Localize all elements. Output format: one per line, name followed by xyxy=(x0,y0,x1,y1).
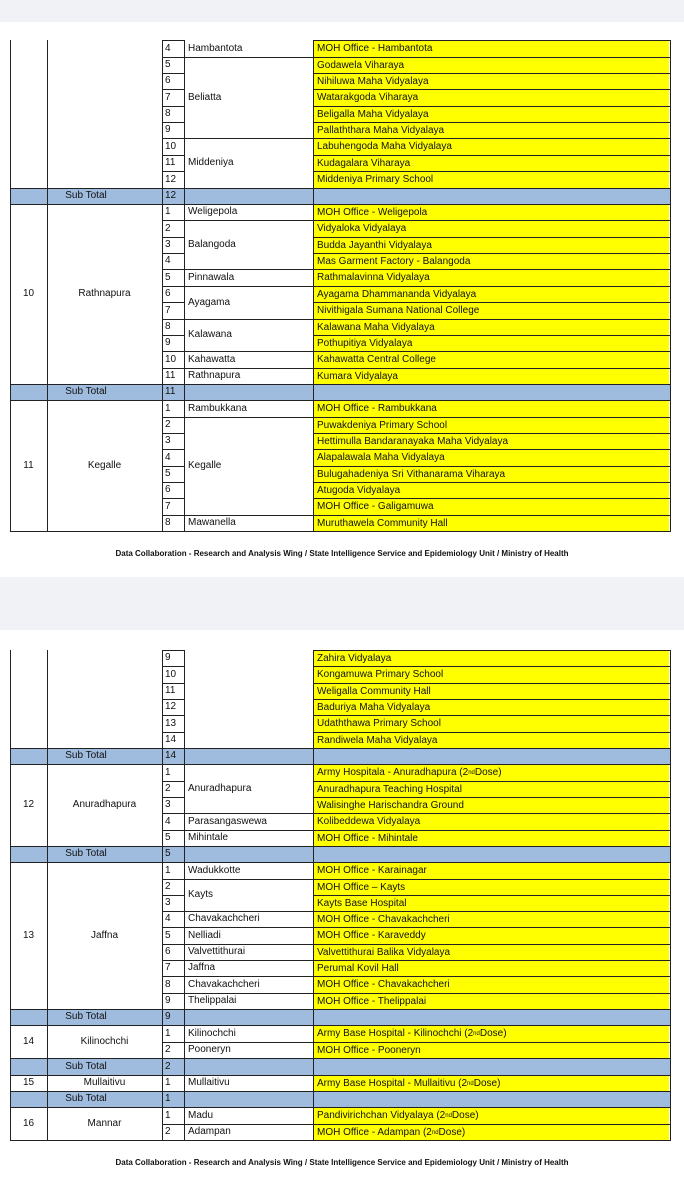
subtotal-divider xyxy=(10,204,670,205)
subtotal-count: 14 xyxy=(165,750,177,761)
vaccination-site: Army Base Hospital - Mullaitivu (2 nd Dose) xyxy=(313,1076,669,1091)
row-divider xyxy=(313,138,670,139)
subtotal-count: 11 xyxy=(165,386,176,397)
moh-area: Weligepola xyxy=(188,206,238,217)
subtotal-label: Sub Total xyxy=(65,750,107,761)
moh-area: Chavakachcheri xyxy=(188,978,260,990)
vaccination-site: Middeniya Primary School xyxy=(313,172,669,188)
row-divider xyxy=(162,319,184,320)
column-divider xyxy=(10,650,11,1141)
row-divider xyxy=(313,732,670,733)
vaccination-site: Kalawana Maha Vidyalaya xyxy=(313,320,669,335)
vaccination-site: Anuradhapura Teaching Hospital xyxy=(313,782,669,797)
district-number: 15 xyxy=(22,1077,35,1088)
row-divider xyxy=(313,927,670,928)
moh-area: Wadukkotte xyxy=(188,864,241,876)
row-index: 8 xyxy=(165,978,171,990)
vaccination-site: MOH Office - Karaveddy xyxy=(313,928,669,944)
moh-area: Nelliadi xyxy=(188,929,221,941)
moh-area: Middeniya xyxy=(188,157,234,168)
row-divider xyxy=(313,220,670,221)
subtotal-label: Sub Total xyxy=(65,386,107,397)
moh-area: Valvettithurai xyxy=(188,946,246,957)
vaccination-site: Pallaththara Maha Vidyalaya xyxy=(313,123,669,138)
row-index: 12 xyxy=(165,173,177,185)
district-name: Kilinochchi xyxy=(80,1035,129,1047)
subtotal-label: Sub Total xyxy=(65,1011,107,1022)
row-index: 1 xyxy=(165,1109,171,1121)
row-index: 11 xyxy=(165,685,176,696)
row-divider xyxy=(313,1124,670,1125)
row-index: 10 xyxy=(165,140,177,152)
row-divider xyxy=(313,781,670,782)
row-index: 5 xyxy=(165,468,171,479)
vaccination-site: Pothupitiya Vidyalaya xyxy=(313,336,669,351)
row-divider xyxy=(162,122,184,123)
vaccination-site: Nihiluwa Maha Vidyalaya xyxy=(313,74,669,89)
subtotal-divider xyxy=(10,1107,670,1108)
vaccination-site: Godawela Viharaya xyxy=(313,58,669,73)
footer-attribution-page-1: Data Collaboration - Research and Analysis Wing / State Intelligence Service and Epidemiology Unit / Ministry of Health xyxy=(115,549,569,558)
district-name: Mullaitivu xyxy=(83,1077,126,1088)
row-index: 7 xyxy=(165,304,171,316)
subtotal-label: Sub Total xyxy=(65,1060,107,1072)
row-index: 10 xyxy=(165,668,177,680)
subtotal-divider xyxy=(10,764,670,765)
row-divider xyxy=(162,960,184,961)
subtotal-label: Sub Total xyxy=(65,848,107,859)
row-divider xyxy=(162,466,184,467)
row-divider xyxy=(313,73,670,74)
district-number: 12 xyxy=(22,799,35,810)
moh-area: Mawanella xyxy=(188,517,236,528)
row-divider xyxy=(313,106,670,107)
row-divider xyxy=(313,683,670,684)
vaccination-site: Kudagalara Viharaya xyxy=(313,156,669,171)
row-index: 12 xyxy=(165,701,177,712)
row-index: 9 xyxy=(165,124,171,135)
moh-area: Rathnapura xyxy=(188,370,241,381)
row-index: 1 xyxy=(165,864,171,876)
column-divider xyxy=(47,650,48,1141)
row-index: 1 xyxy=(165,402,171,414)
column-divider xyxy=(162,650,163,1141)
district-name: Jaffna xyxy=(90,929,119,941)
row-index: 1 xyxy=(165,1077,171,1088)
vaccination-site: MOH Office - Mihintale xyxy=(313,831,669,846)
subtotal-divider xyxy=(10,748,670,749)
footer-attribution-page-2: Data Collaboration - Research and Analysis Wing / State Intelligence Service and Epidemiology Unit / Ministry of Health xyxy=(115,1158,569,1167)
row-divider xyxy=(313,155,670,156)
row-divider xyxy=(313,715,670,716)
row-divider xyxy=(162,895,184,896)
row-index: 3 xyxy=(165,435,171,446)
vaccination-site: Army Hospitala - Anuradhapura (2 nd Dose) xyxy=(313,765,669,781)
row-index: 4 xyxy=(165,255,171,266)
moh-area: Kegalle xyxy=(188,460,222,471)
row-index: 4 xyxy=(165,451,171,463)
row-divider xyxy=(162,911,184,912)
row-divider xyxy=(313,433,670,434)
row-divider xyxy=(313,911,670,912)
row-divider xyxy=(313,830,670,831)
row-index: 9 xyxy=(165,337,171,348)
vaccination-site: Pandivirichchan Vidyalaya (2 nd Dose) xyxy=(313,1108,669,1124)
moh-area: Kilinochchi xyxy=(188,1027,236,1039)
vaccination-site: Ayagama Dhammananda Vidyalaya xyxy=(313,287,669,302)
row-divider xyxy=(162,944,184,945)
row-divider xyxy=(162,220,184,221)
row-divider xyxy=(162,715,184,716)
vaccination-site: MOH Office - Karainagar xyxy=(313,863,669,879)
moh-area: Ayagama xyxy=(188,296,231,308)
column-divider xyxy=(184,650,185,1141)
vaccination-site: Watarakgoda Viharaya xyxy=(313,90,669,106)
row-divider xyxy=(313,960,670,961)
column-divider xyxy=(162,40,163,532)
subtotal-label: Sub Total xyxy=(65,190,107,201)
row-index: 3 xyxy=(165,799,171,810)
row-index: 5 xyxy=(165,832,171,843)
row-divider xyxy=(162,813,184,814)
row-divider xyxy=(313,171,670,172)
row-divider xyxy=(313,699,670,700)
row-index: 11 xyxy=(165,157,176,168)
row-divider xyxy=(313,944,670,945)
vaccination-site: MOH Office - Galigamuwa xyxy=(313,499,669,515)
row-divider xyxy=(313,335,670,336)
row-index: 7 xyxy=(165,962,171,973)
column-divider xyxy=(184,40,185,532)
row-divider xyxy=(162,73,184,74)
row-divider xyxy=(313,993,670,994)
vaccination-site: Kongamuwa Primary School xyxy=(313,667,669,683)
row-index: 11 xyxy=(165,370,176,381)
row-index: 1 xyxy=(165,766,171,778)
row-divider xyxy=(162,781,184,782)
row-divider xyxy=(313,666,670,667)
row-index: 13 xyxy=(165,717,177,729)
row-divider xyxy=(313,286,670,287)
row-divider xyxy=(162,335,184,336)
subtotal-count: 9 xyxy=(165,1011,171,1022)
vaccination-site: MOH Office - Pooneryn xyxy=(313,1043,669,1058)
moh-area: Anuradhapura xyxy=(188,782,252,794)
row-index: 9 xyxy=(165,995,171,1006)
vaccination-site: Baduriya Maha Vidyalaya xyxy=(313,700,669,715)
row-divider xyxy=(313,319,670,320)
row-divider xyxy=(162,993,184,994)
row-index: 6 xyxy=(165,484,171,495)
row-index: 6 xyxy=(165,75,171,86)
row-index: 7 xyxy=(165,91,171,103)
row-divider xyxy=(162,138,184,139)
row-index: 2 xyxy=(165,222,171,234)
row-divider xyxy=(162,351,184,352)
district-name: Kegalle xyxy=(87,459,122,471)
row-divider xyxy=(162,89,184,90)
moh-area: Kayts xyxy=(188,889,214,900)
row-divider xyxy=(162,666,184,667)
vaccination-site: Atugoda Vidyalaya xyxy=(313,483,669,498)
subtotal-divider xyxy=(10,1058,670,1059)
vaccination-site: Army Base Hospital - Kilinochchi (2 nd Dose) xyxy=(313,1026,669,1042)
row-divider xyxy=(162,732,184,733)
row-divider xyxy=(313,797,670,798)
vaccination-site: Beligalla Maha Vidyalaya xyxy=(313,107,669,122)
vaccination-site: Budda Jayanthi Vidyalaya xyxy=(313,238,669,253)
row-divider xyxy=(162,498,184,499)
subtotal-count: 12 xyxy=(165,190,177,201)
subtotal-count: 2 xyxy=(165,1060,171,1072)
subtotal-label: Sub Total xyxy=(65,1093,107,1104)
row-divider xyxy=(313,895,670,896)
row-index: 4 xyxy=(165,42,171,54)
row-index: 14 xyxy=(165,734,177,745)
subtotal-count: 1 xyxy=(165,1093,171,1104)
row-divider xyxy=(162,482,184,483)
row-index: 9 xyxy=(165,652,171,663)
column-divider xyxy=(47,40,48,532)
moh-area: Rambukkana xyxy=(188,402,247,414)
subtotal-divider xyxy=(10,1009,670,1010)
row-divider xyxy=(313,498,670,499)
row-divider xyxy=(162,417,184,418)
district-number: 16 xyxy=(22,1117,35,1129)
district-name: Mannar xyxy=(87,1117,122,1129)
row-divider xyxy=(162,650,184,651)
row-divider xyxy=(313,813,670,814)
row-divider xyxy=(313,89,670,90)
row-index: 5 xyxy=(165,271,171,283)
moh-area: Madu xyxy=(188,1109,214,1121)
table-bottom-border xyxy=(10,531,670,532)
row-divider xyxy=(162,368,184,369)
moh-area: Chavakachcheri xyxy=(188,913,260,924)
row-index: 8 xyxy=(165,108,171,119)
vaccination-site: Bulugahadeniya Sri Vithanarama Viharaya xyxy=(313,467,669,482)
row-divider xyxy=(313,515,670,516)
moh-area: Thelippalai xyxy=(188,995,237,1006)
moh-area: Beliatta xyxy=(188,91,222,103)
row-divider xyxy=(313,650,670,651)
vaccination-site: MOH Office – Kayts xyxy=(313,880,669,895)
column-divider xyxy=(313,650,314,1141)
row-divider xyxy=(162,253,184,254)
row-divider xyxy=(162,171,184,172)
row-index: 3 xyxy=(165,239,171,250)
row-divider xyxy=(313,302,670,303)
row-divider xyxy=(313,976,670,977)
row-divider xyxy=(162,269,184,270)
row-index: 6 xyxy=(165,946,171,957)
district-number: 13 xyxy=(22,929,35,941)
vaccination-site: Hettimulla Bandaranayaka Maha Vidyalaya xyxy=(313,434,669,449)
row-index: 8 xyxy=(165,321,171,332)
moh-area: Mihintale xyxy=(188,832,229,843)
row-divider xyxy=(313,351,670,352)
row-divider xyxy=(162,879,184,880)
row-divider xyxy=(313,449,670,450)
row-index: 2 xyxy=(165,1126,171,1137)
row-index: 7 xyxy=(165,500,171,512)
vaccination-site: Nivithigala Sumana National College xyxy=(313,303,669,319)
district-number: 11 xyxy=(23,459,34,471)
subtotal-divider xyxy=(10,862,670,863)
vaccination-site: MOH Office - Thelippalai xyxy=(313,994,669,1009)
column-divider xyxy=(670,40,671,532)
subtotal-divider xyxy=(10,400,670,401)
row-divider xyxy=(162,699,184,700)
vaccination-site: Zahira Vidyalaya xyxy=(313,651,669,666)
row-divider xyxy=(162,449,184,450)
row-divider xyxy=(313,269,670,270)
row-divider xyxy=(313,253,670,254)
vaccination-site: Perumal Kovil Hall xyxy=(313,961,669,976)
vaccination-site: Puwakdeniya Primary School xyxy=(313,418,669,433)
moh-area: Parasangaswewa xyxy=(188,815,267,827)
row-divider xyxy=(313,482,670,483)
vaccination-site: Udaththawa Primary School xyxy=(313,716,669,732)
row-divider xyxy=(162,830,184,831)
vaccination-site: Mas Garment Factory - Balangoda xyxy=(313,254,669,269)
subtotal-divider xyxy=(10,846,670,847)
row-divider xyxy=(162,797,184,798)
row-divider xyxy=(313,40,670,41)
row-divider xyxy=(162,515,184,516)
row-divider xyxy=(313,1042,670,1043)
vaccination-site: Valvettithurai Balika Vidyalaya xyxy=(313,945,669,960)
moh-area: Kalawana xyxy=(188,329,232,340)
row-divider xyxy=(162,237,184,238)
row-divider xyxy=(313,237,670,238)
row-divider xyxy=(162,927,184,928)
row-index: 3 xyxy=(165,897,171,908)
row-divider xyxy=(313,122,670,123)
vaccination-site: Vidyaloka Vidyalaya xyxy=(313,221,669,237)
subtotal-divider xyxy=(10,1091,670,1092)
row-index: 8 xyxy=(165,517,171,528)
column-divider xyxy=(670,650,671,1141)
row-index: 4 xyxy=(165,913,171,924)
vaccination-site: Muruthawela Community Hall xyxy=(313,516,669,531)
row-divider xyxy=(162,106,184,107)
row-index: 5 xyxy=(165,59,171,70)
district-name: Rathnapura xyxy=(78,288,131,299)
vaccination-site: Kolibeddewa Vidyalaya xyxy=(313,814,669,830)
table-bottom-border xyxy=(10,1140,670,1141)
vaccination-site: Randiwela Maha Vidyalaya xyxy=(313,733,669,748)
row-index: 4 xyxy=(165,815,171,827)
row-divider xyxy=(162,683,184,684)
row-index: 6 xyxy=(165,288,171,299)
moh-area: Kahawatta xyxy=(188,353,236,365)
row-divider xyxy=(313,368,670,369)
vaccination-site: Walisinghe Harischandra Ground xyxy=(313,798,669,813)
vaccination-site: MOH Office - Hambantota xyxy=(313,41,669,57)
district-number: 14 xyxy=(22,1035,35,1047)
column-divider xyxy=(10,40,11,532)
vaccination-site: Kahawatta Central College xyxy=(313,352,669,368)
row-divider xyxy=(162,976,184,977)
subtotal-divider xyxy=(10,1025,670,1026)
row-divider xyxy=(162,1124,184,1125)
row-divider xyxy=(162,286,184,287)
row-divider xyxy=(313,417,670,418)
row-divider xyxy=(162,433,184,434)
column-divider xyxy=(313,40,314,532)
vaccination-site: MOH Office - Adampan (2 nd Dose) xyxy=(313,1125,669,1140)
vaccination-site: Labuhengoda Maha Vidyalaya xyxy=(313,139,669,155)
row-divider xyxy=(162,40,184,41)
row-index: 5 xyxy=(165,929,171,941)
vaccination-site: Rathmalavinna Vidyalaya xyxy=(313,270,669,286)
moh-area: Mullaitivu xyxy=(188,1077,230,1088)
moh-area: Balangoda xyxy=(188,238,236,250)
vaccination-site: Kumara Vidyalaya xyxy=(313,369,669,384)
district-name: Anuradhapura xyxy=(72,799,137,810)
row-index: 2 xyxy=(165,419,171,430)
row-divider xyxy=(313,57,670,58)
subtotal-divider xyxy=(10,384,670,385)
vaccination-site: MOH Office - Rambukkana xyxy=(313,401,669,417)
vaccination-site: MOH Office - Weligepola xyxy=(313,205,669,220)
row-index: 2 xyxy=(165,783,171,794)
district-number: 10 xyxy=(22,288,35,299)
vaccination-site: MOH Office - Chavakachcheri xyxy=(313,912,669,927)
row-divider xyxy=(162,57,184,58)
row-divider xyxy=(162,302,184,303)
row-divider xyxy=(313,879,670,880)
vaccination-site: Kayts Base Hospital xyxy=(313,896,669,911)
subtotal-divider xyxy=(10,1075,670,1076)
moh-area: Pinnawala xyxy=(188,271,235,283)
moh-area: Pooneryn xyxy=(188,1044,231,1055)
subtotal-divider xyxy=(10,188,670,189)
row-divider xyxy=(162,1042,184,1043)
row-divider xyxy=(162,155,184,156)
row-divider xyxy=(313,466,670,467)
row-index: 1 xyxy=(165,206,171,217)
moh-area: Jaffna xyxy=(188,962,216,973)
moh-area: Adampan xyxy=(188,1126,231,1137)
row-index: 2 xyxy=(165,881,171,892)
moh-area: Hambantota xyxy=(188,42,243,54)
row-index: 2 xyxy=(165,1044,171,1055)
vaccination-site: Weligalla Community Hall xyxy=(313,684,669,699)
vaccination-site: Alapalawala Maha Vidyalaya xyxy=(313,450,669,466)
vaccination-site: MOH Office - Chavakachcheri xyxy=(313,977,669,993)
subtotal-count: 5 xyxy=(165,848,171,859)
row-index: 1 xyxy=(165,1027,171,1039)
row-index: 10 xyxy=(165,353,177,365)
moh-area xyxy=(184,650,313,748)
